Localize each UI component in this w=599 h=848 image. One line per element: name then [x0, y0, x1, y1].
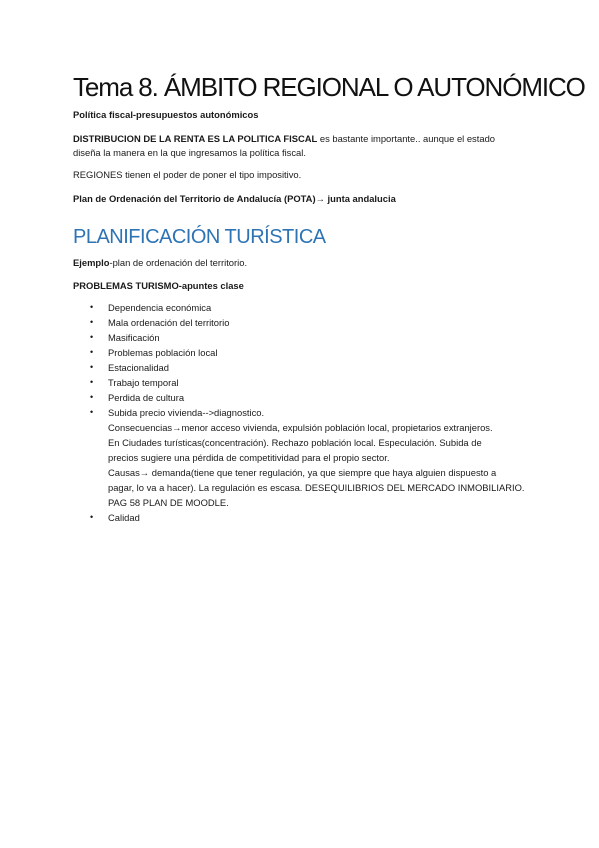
- list-item: [87, 315, 567, 330]
- fiscal-policy-line: Política fiscal-presupuestos autonómicos: [73, 109, 259, 120]
- sub-line: pagar, lo va a hacer). La regulación es escasa. DESEQUILIBRIOS DEL MERCADO INMOBILIARIO.: [108, 482, 525, 493]
- list-item: [87, 510, 567, 525]
- regions-line: REGIONES tienen el poder de poner el tipo impositivo.: [73, 169, 302, 180]
- income-distribution-bold: DISTRIBUCION DE LA RENTA ES LA POLITICA FISCAL: [73, 133, 318, 144]
- sub-line: Causas→ demanda(tiene que tener regulación, ya que siempre que haya alguien dispuesto a: [108, 467, 497, 478]
- example-rest: -plan de ordenación del territorio.: [109, 257, 248, 268]
- list-item: [87, 405, 567, 510]
- bullet-icon: •: [90, 347, 94, 357]
- bullet-icon: •: [90, 302, 94, 312]
- bullet-icon: •: [90, 377, 94, 387]
- sub-line: PAG 58 PLAN DE MOODLE.: [108, 497, 229, 508]
- bullet-icon: •: [90, 407, 94, 417]
- income-distribution-line: [73, 132, 495, 145]
- bullet-icon: •: [90, 317, 94, 327]
- problems-heading: PROBLEMAS TURISMO-apuntes clase: [73, 280, 244, 291]
- list-item: [87, 375, 567, 390]
- list-item-text: Calidad: [108, 512, 140, 523]
- income-distribution-line-2: diseña la manera en la que ingresamos la política fiscal.: [73, 147, 306, 158]
- list-item: [87, 360, 567, 375]
- problems-list: [87, 300, 567, 525]
- list-item: [87, 300, 567, 315]
- example-line: [73, 256, 247, 269]
- bullet-icon: •: [90, 332, 94, 342]
- sub-line: precios sugiere una pérdida de competitividad para el propio sector.: [108, 452, 390, 463]
- list-item-text: Problemas población local: [108, 347, 218, 358]
- document-title: Tema 8. ÁMBITO REGIONAL O AUTONÓMICO: [73, 72, 585, 102]
- bullet-icon: •: [90, 512, 94, 522]
- list-item: [87, 330, 567, 345]
- sub-line: En Ciudades turísticas(concentración). Rechazo población local. Especulación. Subida de: [108, 437, 482, 448]
- list-item-text: Masificación: [108, 332, 160, 343]
- list-item-text: Perdida de cultura: [108, 392, 185, 403]
- list-item-text: Trabajo temporal: [108, 377, 179, 388]
- list-item-text: Subida precio vivienda-->diagnostico.: [108, 407, 265, 418]
- list-item-text: Estacionalidad: [108, 362, 169, 373]
- list-item: [87, 345, 567, 360]
- income-distribution-rest: es bastante importante.. aunque el estado: [317, 133, 495, 144]
- example-bold: Ejemplo: [73, 257, 110, 268]
- bullet-icon: •: [90, 392, 94, 402]
- subparagraph: [108, 420, 567, 510]
- pota-rest: (POTA)→ junta andalucia: [281, 193, 396, 204]
- bullet-icon: •: [90, 362, 94, 372]
- list-item: [87, 390, 567, 405]
- pota-bold: Plan de Ordenación del Territorio de Andalucía: [73, 193, 282, 204]
- section-heading: PLANIFICACIÓN TURÍSTICA: [73, 226, 326, 248]
- pota-line: [73, 192, 396, 205]
- list-item-text: Mala ordenación del territorio: [108, 317, 230, 328]
- list-item-text: Dependencia económica: [108, 302, 212, 313]
- sub-line: Consecuencias→menor acceso vivienda, expulsión población local, propietarios extranjeros.: [108, 422, 493, 433]
